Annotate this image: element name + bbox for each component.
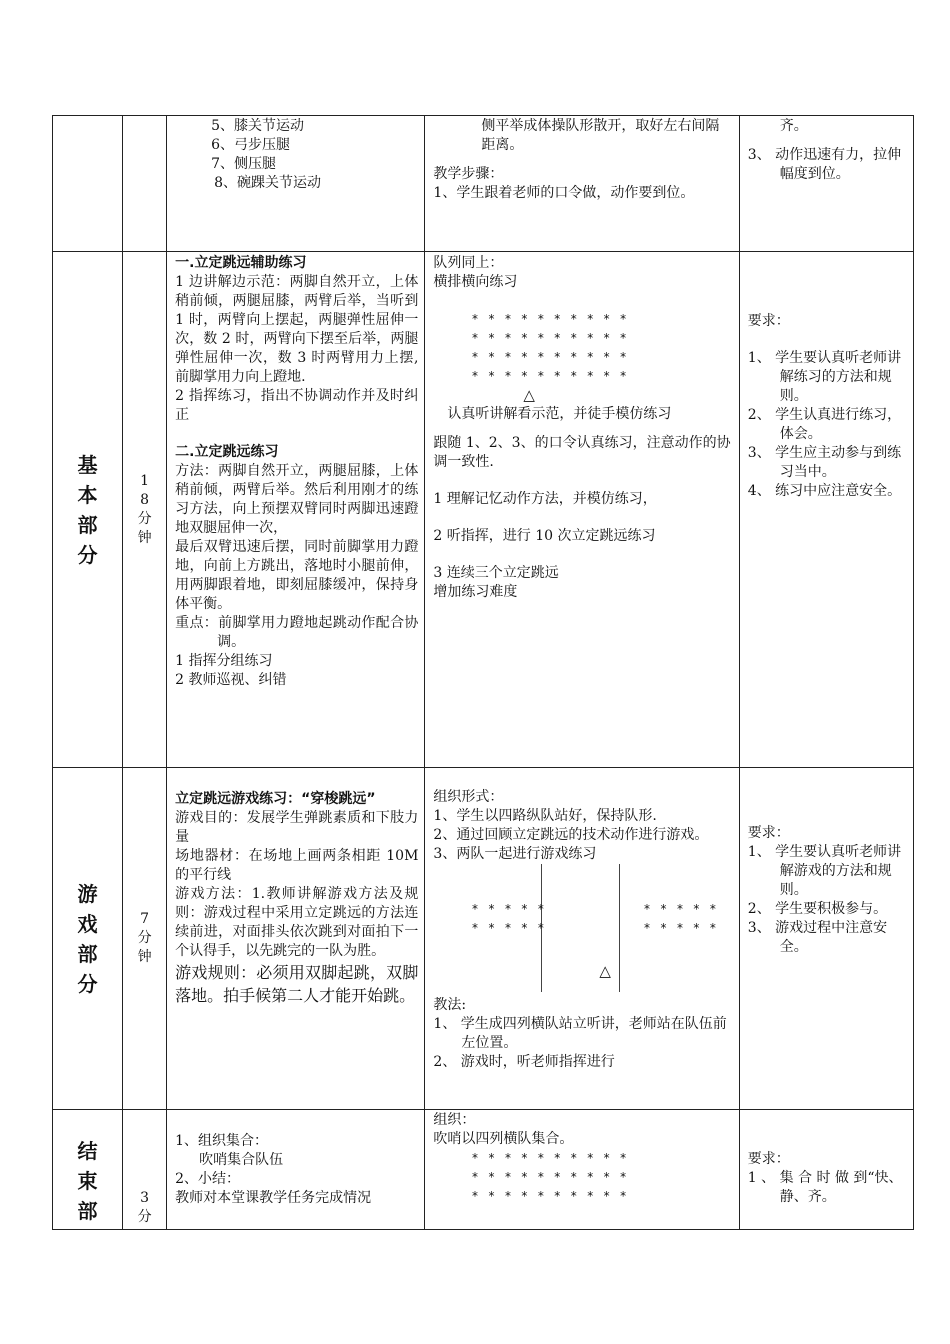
formation-item: 3、两队一起进行游戏练习 xyxy=(433,846,597,862)
duration-text: 3分 xyxy=(137,1190,152,1225)
content-cell xyxy=(167,768,425,1110)
practice-text: 认真听讲解看示范，并徒手模仿练习 xyxy=(447,406,672,422)
student-row: * * * * * * * * * * xyxy=(471,312,628,326)
basic-section-row xyxy=(53,252,914,768)
warmup-continuation-row xyxy=(53,116,914,252)
section-cell xyxy=(53,1110,123,1230)
lesson-plan-table xyxy=(52,115,914,1230)
duration-text: 7分钟 xyxy=(137,911,152,965)
key-point: 重点：前脚掌用力蹬地起跳动作配合协调。 xyxy=(175,615,419,650)
content-paragraph: 最后双臂迅速后摆，同时前脚掌用力蹬地，向前上方跳出，落地时小腿前伸，用两脚跟着地，即刻屈膝缓冲，保持身体平衡。 xyxy=(175,539,419,612)
requirement-text: 齐。 xyxy=(779,118,808,134)
game-rules: 游戏规则：必须用双脚起跳，双脚落地。拍手候第二人才能开始跳。 xyxy=(175,963,419,1005)
student-row: * * * * * * * * * * xyxy=(471,369,628,383)
game-equipment: 场地器材：在场地上画两条相距 10M 的平行线 xyxy=(175,848,419,883)
game-method: 游戏方法：1.教师讲解游戏方法及规则：游戏过程中采用立定跳远的方法连续前进，对面排头依次跳到对面拍下一个认得手，以先跳完的一队为胜。 xyxy=(175,886,419,959)
student-row: * * * * * * * * * * xyxy=(471,1151,628,1165)
formation-text: 侧平举成体操队形散开，取好左右间隔距离。 xyxy=(481,118,720,153)
practice-text: 2 听指挥，进行 10 次立定跳远练习 xyxy=(433,528,656,544)
game-field-diagram xyxy=(433,864,732,996)
organization-cell xyxy=(425,252,739,768)
section-title: 结束部 xyxy=(77,1139,98,1223)
student-row: * * * * * xyxy=(471,921,546,935)
formation-text: 横排横向练习 xyxy=(433,274,518,290)
requirement-cell xyxy=(739,768,913,1110)
content-cell xyxy=(167,252,425,768)
field-line xyxy=(619,864,620,992)
content-paragraph: 2 教师巡视、纠错 xyxy=(175,672,287,688)
formation-diagram xyxy=(433,310,732,405)
content-paragraph: 2 指挥练习，指出不协调动作并及时纠正 xyxy=(175,388,419,423)
method-label: 教法: xyxy=(433,997,467,1013)
formation-item: 1、学生以四路纵队站好，保持队形. xyxy=(433,808,657,824)
student-row: * * * * * xyxy=(643,921,718,935)
method-item: 1、 学生成四列横队站立听讲，老师站在队伍前左位置。 xyxy=(433,1016,727,1051)
organization-cell xyxy=(425,768,739,1110)
requirement-label: 要求： xyxy=(747,825,790,841)
game-purpose: 游戏目的：发展学生弹跳素质和下肢力量 xyxy=(175,810,419,845)
formation-label: 组织： xyxy=(433,1112,476,1128)
formation-diagram xyxy=(433,1149,732,1206)
formation-text: 吹哨以四列横队集合。 xyxy=(433,1131,574,1147)
teacher-marker: △ xyxy=(599,962,611,980)
teaching-step: 1、学生跟着老师的口令做，动作要到位。 xyxy=(433,185,695,201)
method-item: 2、 游戏时，听老师指挥进行 xyxy=(433,1054,615,1070)
formation-label: 组织形式： xyxy=(433,789,504,805)
requirement-item: 2、 学生认真进行练习，体会。 xyxy=(747,407,902,442)
requirement-item: 3、 动作迅速有力，拉伸幅度到位。 xyxy=(747,147,902,182)
end-section-row xyxy=(53,1110,914,1230)
section-cell xyxy=(53,768,123,1110)
student-row: * * * * * xyxy=(643,902,718,916)
practice-text: 3 连续三个立定跳远 xyxy=(433,565,559,581)
content-paragraph: 1 边讲解边示范：两脚自然开立，上体稍前倾，两腿屈膝，两臂后举，当听到 1 时，两臂向上摆起，两腿弹性屈伸一次，数 2 时，两臂向下摆至后举，两腿弹性屈伸一次，数 3 时两臂用力上摆,前脚掌用力向上蹬地. xyxy=(175,274,419,385)
duration-cell xyxy=(123,252,167,768)
subsection-heading: 二.立定跳远练习 xyxy=(175,444,279,460)
content-paragraph: 方法：两脚自然开立，两腿屈膝，上体稍前倾，两臂后举。然后利用刚才的练习方法，向上预摆双臂同时两脚迅速蹬地双腿屈伸一次， xyxy=(175,463,419,536)
requirement-item: 1 、 集 合 时 做 到“快、静、齐。 xyxy=(747,1170,903,1205)
student-row: * * * * * * * * * * xyxy=(471,350,628,364)
organization-cell xyxy=(425,116,739,252)
teaching-steps-label: 教学步骤： xyxy=(433,166,504,182)
student-row: * * * * * xyxy=(471,902,546,916)
requirement-item: 2、 学生要积极参与。 xyxy=(747,901,888,917)
requirement-item: 3、 学生应主动参与到练习当中。 xyxy=(747,445,902,480)
formation-item: 2、通过回顾立定跳远的技术动作进行游戏。 xyxy=(433,827,709,843)
duration-cell-empty xyxy=(123,116,167,252)
content-line: 吹哨集合队伍 xyxy=(199,1152,284,1168)
student-row: * * * * * * * * * * xyxy=(471,1170,628,1184)
requirement-cell xyxy=(739,116,913,252)
practice-text: 跟随 1、2、3、的口令认真练习，注意动作的协调一致性. xyxy=(433,435,731,470)
duration-cell xyxy=(123,1110,167,1230)
teacher-marker: △ xyxy=(523,386,535,404)
team-right xyxy=(643,900,717,938)
section-title: 游戏部分 xyxy=(77,881,98,996)
subsection-heading: 一.立定跳远辅助练习 xyxy=(175,255,307,271)
practice-text: 1 理解记忆动作方法，并模仿练习， xyxy=(433,491,657,507)
student-row: * * * * * * * * * * xyxy=(471,331,628,345)
organization-cell xyxy=(425,1110,739,1230)
exercise-item: 7、侧压腿 xyxy=(211,156,277,172)
duration-cell xyxy=(123,768,167,1110)
requirement-cell xyxy=(739,252,913,768)
team-left xyxy=(471,900,545,938)
section-cell xyxy=(53,252,123,768)
requirement-cell xyxy=(739,1110,913,1230)
practice-text: 增加练习难度 xyxy=(433,584,518,600)
game-title: 立定跳远游戏练习：“穿梭跳远” xyxy=(175,791,376,807)
content-paragraph: 1 指挥分组练习 xyxy=(175,653,273,669)
requirement-item: 3、 游戏过程中注意安全。 xyxy=(747,920,888,955)
requirement-item: 4、 练习中应注意安全。 xyxy=(747,483,902,499)
section-title: 基本部分 xyxy=(77,452,98,567)
exercise-item: 5、膝关节运动 xyxy=(211,118,305,134)
duration-text: 18分钟 xyxy=(137,472,152,546)
student-row: * * * * * * * * * * xyxy=(471,1189,628,1203)
section-cell-empty xyxy=(53,116,123,252)
exercise-item: 6、弓步压腿 xyxy=(211,137,291,153)
content-line: 2、小结： xyxy=(175,1171,241,1187)
exercise-item: 8、碗踝关节运动 xyxy=(214,175,322,191)
formation-label: 队列同上： xyxy=(433,255,504,271)
content-line: 1、组织集合： xyxy=(175,1133,269,1149)
game-section-row xyxy=(53,768,914,1110)
requirement-item: 1、 学生要认真听老师讲解游戏的方法和规则。 xyxy=(747,844,902,898)
requirement-item: 1、 学生要认真听老师讲解练习的方法和规则。 xyxy=(747,350,902,404)
content-line: 教师对本堂课教学任务完成情况 xyxy=(175,1190,372,1206)
requirement-label: 要求： xyxy=(747,1151,790,1167)
content-cell xyxy=(167,1110,425,1230)
content-cell xyxy=(167,116,425,252)
requirement-label: 要求： xyxy=(747,313,790,329)
